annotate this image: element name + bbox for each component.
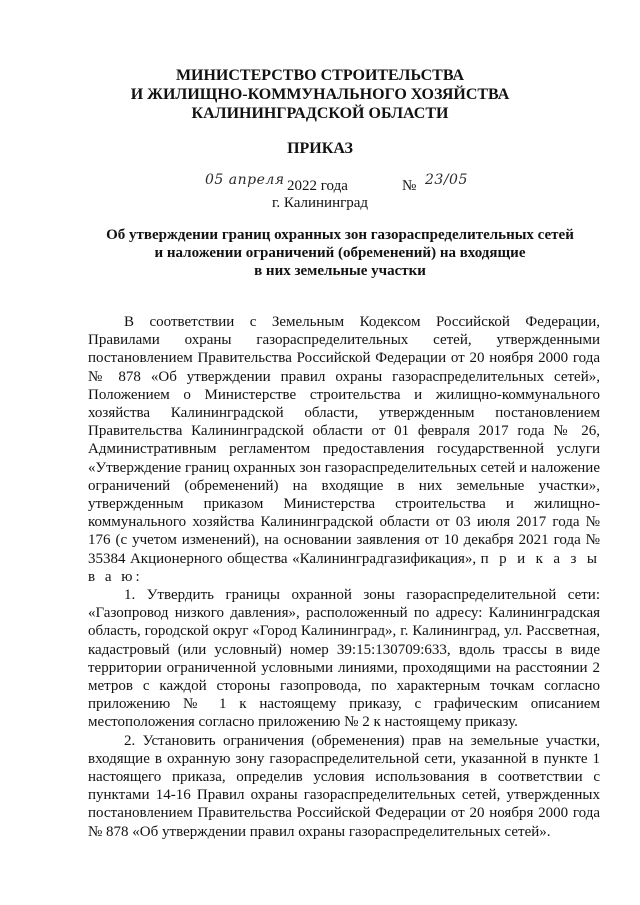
ministry-header	[0, 66, 640, 123]
subject-line-3: в них земельные участки	[254, 263, 426, 279]
handwritten-order-number: 23/05	[425, 172, 468, 188]
order-year: 2022 года	[287, 178, 348, 194]
subject-line-1: Об утверждении границ охранных зон газораспределительных сетей	[106, 227, 574, 243]
order-date-line	[0, 174, 640, 196]
ministry-header-line-2: И ЖИЛИЩНО-КОММУНАЛЬНОГО ХОЗЯЙСТВА	[130, 86, 510, 103]
number-sign: №	[402, 178, 417, 194]
body-paragraph-item-1: 1. Утвердить границы охранной зоны газораспределительной сети: «Газопровод низкого давления», расположенный по адресу: Калининградская область, городской округ «Город Калининград», г. Калининград, ул. Рассветная, кадастровый (или условный) номер 39:15:130709:633, вдоль трассы в виде территории ограниченной условными линиями, проходящими на расстоянии 2 метров с каждой стороны газопровода, по характерным точкам согласно приложению № 1 к настоящему приказу, с графическим описанием местоположения согласно приложению № 2 к настоящему приказу.	[88, 587, 600, 731]
ministry-header-line-3: КАЛИНИНГРАДСКОЙ ОБЛАСТИ	[191, 105, 449, 122]
body-paragraph-preamble	[88, 313, 600, 586]
body-paragraph-item-2: 2. Установить ограничения (обременения) прав на земельные участки, входящие в охранную зону газораспределительной сети, указанной в пункте 1 настоящего приказа, определив условия использования в соответствии с пунктами 14-16 Правил охраны газораспределительных сетей, утвержденных постановлением Правительства Российской Федерации от 20 ноября 2000 года № 878 «Об утверждении правил охраны газораспределительных сетей».	[88, 732, 600, 840]
order-body	[88, 313, 600, 841]
handwritten-date: 05 апреля	[205, 172, 285, 188]
order-subject	[100, 226, 580, 280]
ministry-header-line-1: МИНИСТЕРСТВО СТРОИТЕЛЬСТВА	[175, 67, 465, 84]
order-title: ПРИКАЗ	[287, 140, 353, 157]
order-city: г. Калининград	[271, 195, 369, 211]
subject-line-2: и наложении ограничений (обременений) на входящие	[154, 245, 526, 261]
order-directive-word: п р и к а з ы в а ю:	[88, 550, 600, 585]
preamble-text: В соответствии с Земельным Кодексом Российской Федерации, Правилами охраны газораспределительных сетей, утвержденными постановлением Правительства Российской Федерации от 20 ноября 2000 года № 878 «Об утверждении правил охраны газораспределительных сетей», Положением о Министерстве строительства и жилищно-коммунального хозяйства Калининградской области, утвержденным постановлением Правительства Калининградской области от 01 февраля 2017 года № 26, Административным регламентом предоставления государственной услуги «Утверждение границ охранных зон газораспределительных сетей и наложение ограничений (обременений) на входящие в них земельные участки», утвержденным приказом Министерства строительства и жилищно-коммунального хозяйства Калининградской области от 03 июля 2017 года № 176 (с учетом изменений), на основании заявления от 10 декабря 2021 года № 35384 Акционерного общества «Калининградгазификация»,	[88, 314, 600, 567]
